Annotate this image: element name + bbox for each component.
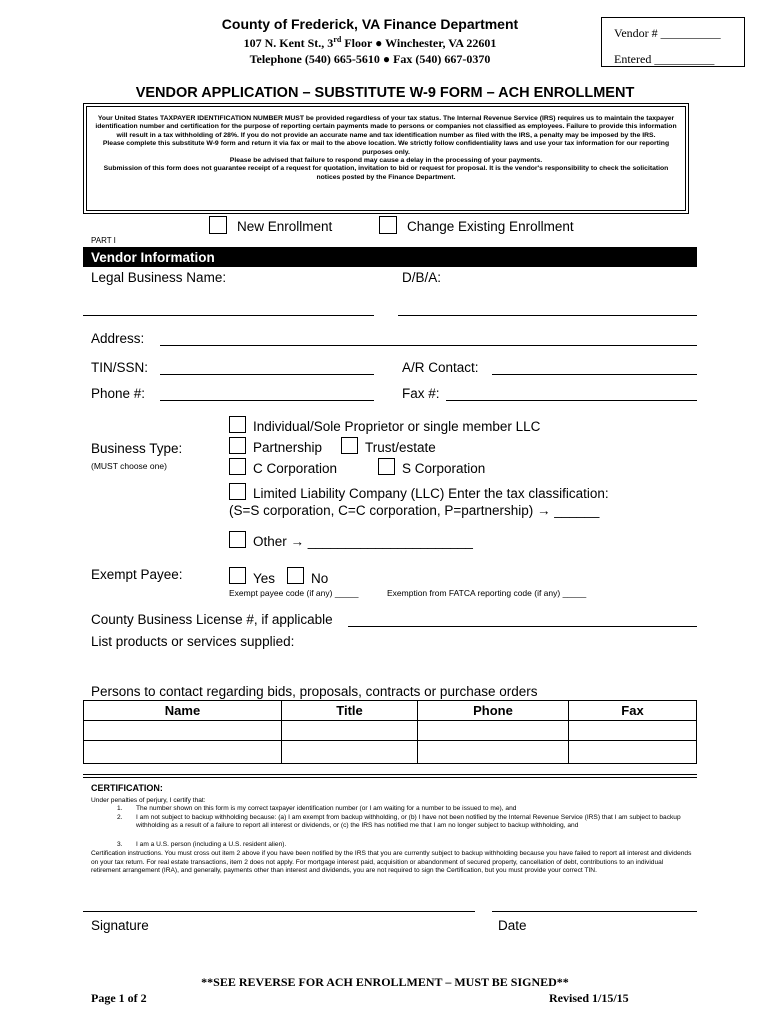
- part-label: PART I: [91, 236, 116, 245]
- name-header: Name: [84, 701, 282, 721]
- change-enrollment-label: Change Existing Enrollment: [407, 219, 574, 234]
- trust-label: Trust/estate: [365, 440, 436, 455]
- tin-label: TIN/SSN:: [91, 360, 149, 375]
- cert-item-number: 2.: [117, 814, 123, 821]
- notice-paragraph: Your United States TAXPAYER IDENTIFICATION NUMBER MUST be provided regardless of your tax status. The Internal Revenue Service (IRS) requires us to maintain the taxpayer identification number and certification for the purpose of reporting certain payments made to persons or companies not classified as employees. Failure to provide this information will result in a tax withholding of 28%. If you do not provide an accurate name and tax identification number as filed with the IRS, a penalty may be imposed by the IRS.: [95, 115, 677, 139]
- date-label: Date: [498, 918, 527, 933]
- page-number: Page 1 of 2: [91, 991, 147, 1005]
- contacts-label: Persons to contact regarding bids, proposals, contracts or purchase orders: [91, 684, 538, 699]
- products-label: List products or services supplied:: [91, 634, 295, 649]
- vendor-number-box: [601, 17, 745, 67]
- exempt-payee-code[interactable]: Exempt payee code (if any) _____: [229, 588, 359, 598]
- partnership-label: Partnership: [253, 440, 323, 455]
- certification-instructions: Certification instructions. You must cross out item 2 above if you have been notified by the IRS that you are currently subject to backup withholding because you have failed to report all interest and dividends on your tax return. For real estate transactions, item 2 does not apply. For mortgage interest paid, acquisition or abandonment of secured property, cancellation of debt, contributions to an individual retirement arrangement (IRA), and generally, payments other than interest and dividends, you are not required to sign the Certification, but you must provide your correct TIN.: [91, 850, 692, 875]
- contacts-table: [83, 700, 697, 764]
- county-header: [160, 16, 580, 67]
- s-corp-checkbox[interactable]: [378, 458, 395, 475]
- dba-input[interactable]: [398, 315, 697, 316]
- ar-contact-label: A/R Contact:: [402, 360, 479, 375]
- partnership-checkbox[interactable]: [229, 437, 246, 454]
- tin-input[interactable]: [160, 374, 374, 375]
- phone-label: Phone #:: [91, 386, 146, 401]
- exempt-yes-label: Yes: [253, 571, 276, 586]
- signature-label: Signature: [91, 918, 149, 933]
- certification-heading: CERTIFICATION:: [91, 783, 163, 793]
- llc-label: Limited Liability Company (LLC) Enter the tax classification:: [253, 486, 609, 501]
- notice-paragraph: Please complete this substitute W-9 form and return it via fax or mail to the above location. We strictly follow confidentiality laws and use your tax information for our reporting purposes only.: [102, 140, 670, 156]
- table-cell[interactable]: [569, 741, 697, 764]
- other-label[interactable]: Other → ______________________: [253, 534, 473, 549]
- exempt-no-checkbox[interactable]: [287, 567, 304, 584]
- entered-label[interactable]: Entered __________: [614, 52, 715, 66]
- cert-item-text: The number shown on this form is my correct taxpayer identification number (or I am waiting for a number to be issued to me), and: [136, 805, 517, 812]
- cert-item-text: I am not subject to backup withholding because: (a) I am exempt from backup withholding, or (b) I have not been notified by the Internal Revenue Service (IRS) that I am subject to backup withholding as a result of a failure to report all interest or dividends, or (c) the IRS has notified me that I am no longer subject to backup withholding, and: [136, 814, 681, 830]
- date-line[interactable]: [492, 911, 697, 912]
- fax-input[interactable]: [446, 400, 697, 401]
- cert-item-number: 3.: [117, 841, 123, 848]
- table-cell[interactable]: [418, 721, 569, 741]
- table-cell[interactable]: [282, 721, 418, 741]
- table-cell[interactable]: [282, 741, 418, 764]
- business-license-input[interactable]: [348, 626, 697, 627]
- table-row: [84, 741, 697, 764]
- vendor-info-heading: Vendor Information: [91, 250, 215, 265]
- revised-date: Revised 1/15/15: [549, 991, 629, 1005]
- llc-classification-label[interactable]: (S=S corporation, C=C corporation, P=partnership) → ______: [229, 503, 600, 518]
- exempt-yes-checkbox[interactable]: [229, 567, 246, 584]
- county-phone: Telephone (540) 665-5610 ● Fax (540) 667-0370: [249, 52, 491, 66]
- c-corp-checkbox[interactable]: [229, 458, 246, 475]
- reverse-note: **SEE REVERSE FOR ACH ENROLLMENT – MUST BE SIGNED**: [201, 975, 569, 989]
- notice-paragraph: Submission of this form does not guarantee receipt of a request for quotation, invitation to bid or request for proposal. It is the vendor's responsibility to check the solicitation notices posted by the Finance Department.: [103, 165, 669, 181]
- section-divider: [83, 777, 697, 778]
- table-header-row: [84, 701, 697, 721]
- individual-label: Individual/Sole Proprietor or single member LLC: [253, 419, 541, 434]
- exempt-payee-label: Exempt Payee:: [91, 567, 183, 582]
- legal-name-input[interactable]: [83, 315, 374, 316]
- exempt-no-label: No: [311, 571, 329, 586]
- title-header: Title: [282, 701, 418, 721]
- business-license-label: County Business License #, if applicable: [91, 612, 333, 627]
- section-divider: [83, 774, 697, 775]
- form-title: VENDOR APPLICATION – SUBSTITUTE W-9 FORM – ACH ENROLLMENT: [135, 85, 635, 101]
- business-type-label: Business Type:: [91, 441, 183, 456]
- table-row: [84, 721, 697, 741]
- signature-line[interactable]: [83, 911, 475, 912]
- certification-intro: Under penalties of perjury, I certify that:: [91, 797, 206, 804]
- individual-checkbox[interactable]: [229, 416, 246, 433]
- cert-item-text: I am a U.S. person (including a U.S. resident alien).: [136, 841, 287, 848]
- table-cell[interactable]: [84, 721, 282, 741]
- phone-input[interactable]: [160, 400, 374, 401]
- table-cell[interactable]: [418, 741, 569, 764]
- address-input[interactable]: [160, 345, 697, 346]
- legal-name-label: Legal Business Name:: [91, 270, 227, 285]
- trust-checkbox[interactable]: [341, 437, 358, 454]
- fax-header: Fax: [569, 701, 697, 721]
- other-checkbox[interactable]: [229, 531, 246, 548]
- new-enrollment-label: New Enrollment: [237, 219, 333, 234]
- county-address: 107 N. Kent St., 3rd Floor ● Winchester, VA 22601: [243, 35, 497, 50]
- county-title: County of Frederick, VA Finance Department: [221, 16, 519, 32]
- dba-label: D/B/A:: [402, 270, 442, 285]
- llc-checkbox[interactable]: [229, 483, 246, 500]
- table-cell[interactable]: [569, 721, 697, 741]
- table-cell[interactable]: [84, 741, 282, 764]
- change-enrollment-checkbox[interactable]: [379, 216, 397, 234]
- s-corp-label: S Corporation: [402, 461, 486, 476]
- c-corp-label: C Corporation: [253, 461, 338, 476]
- vendor-number-label[interactable]: Vendor # __________: [614, 26, 721, 40]
- new-enrollment-checkbox[interactable]: [209, 216, 227, 234]
- vendor-info-bar: [83, 247, 697, 267]
- phone-header: Phone: [418, 701, 569, 721]
- fax-label: Fax #:: [402, 386, 440, 401]
- address-label: Address:: [91, 331, 145, 346]
- notice-paragraph: Please be advised that failure to respond may cause a delay in the processing of your payments.: [229, 157, 543, 165]
- tax-notice-box: [83, 103, 689, 214]
- fatca-code[interactable]: Exemption from FATCA reporting code (if any) _____: [387, 588, 587, 598]
- ar-contact-input[interactable]: [492, 374, 697, 375]
- cert-item-number: 1.: [117, 805, 123, 812]
- business-type-note: (MUST choose one): [91, 461, 167, 471]
